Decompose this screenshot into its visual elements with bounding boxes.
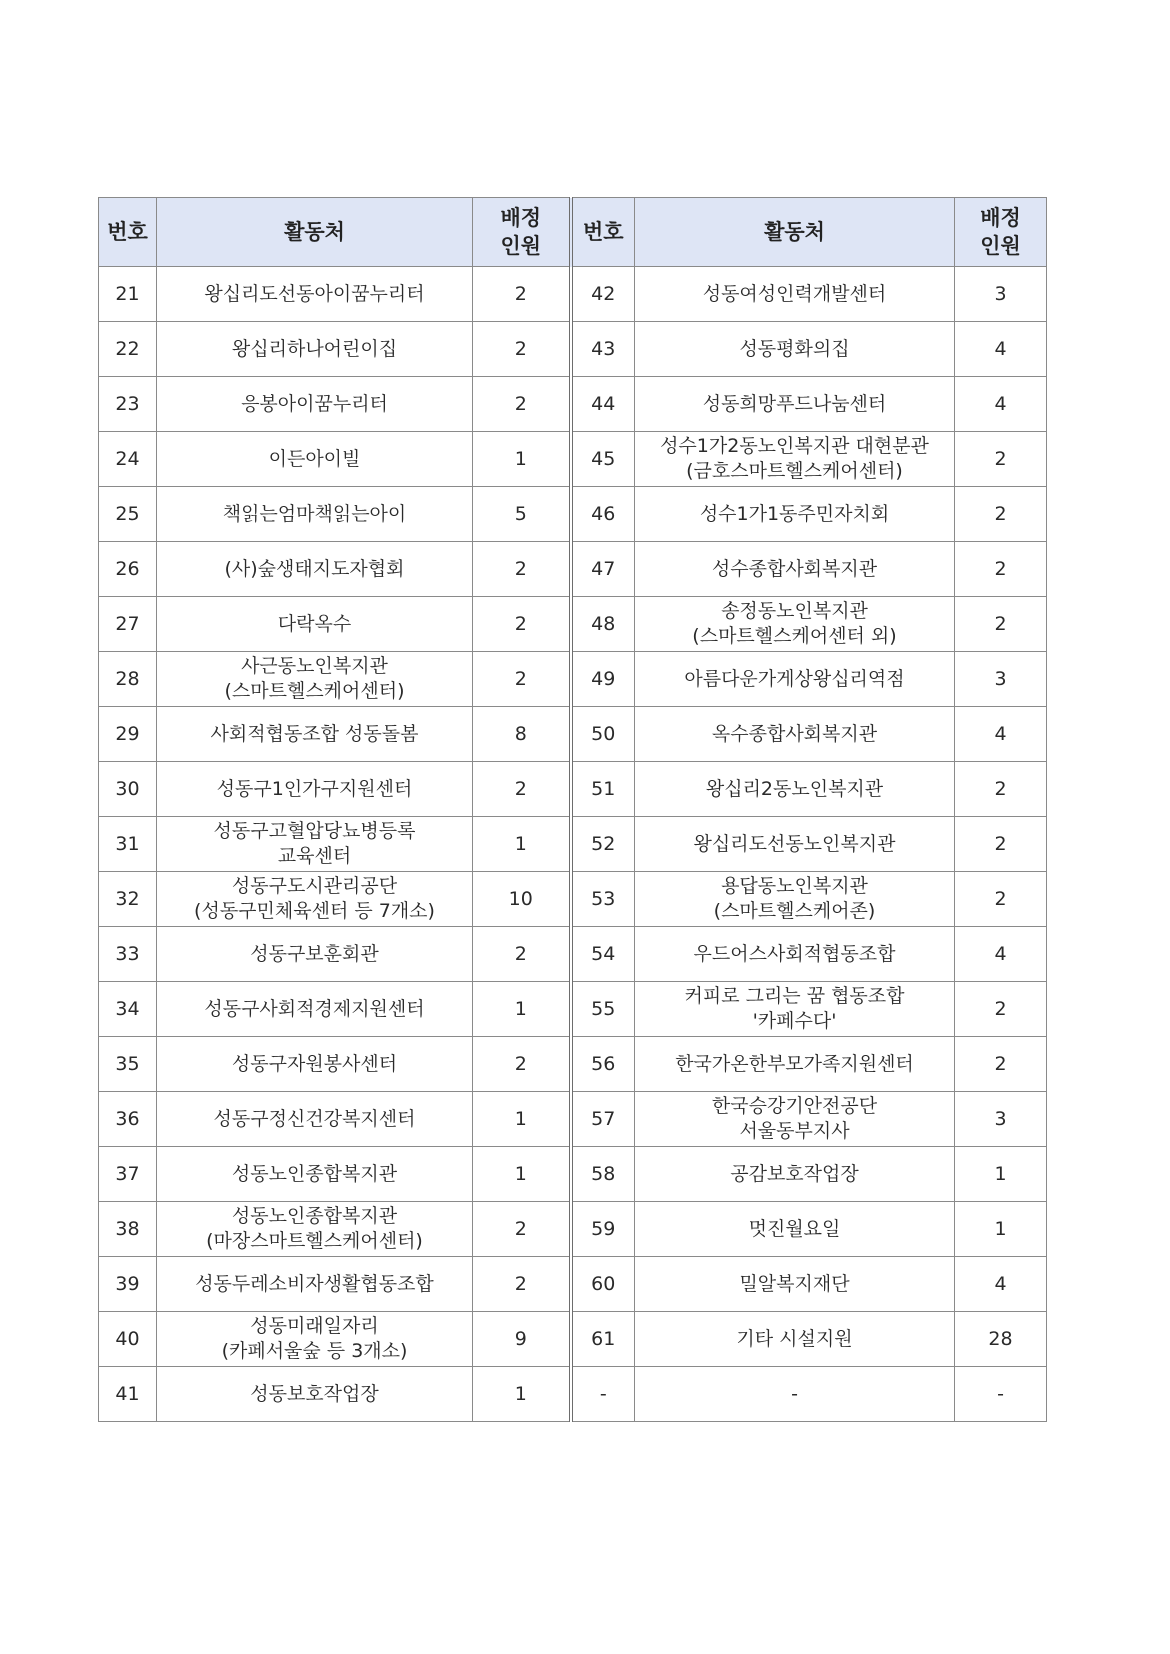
- left-organization-cell: 성동구보훈회관: [157, 927, 473, 982]
- right-count-cell: 2: [955, 487, 1047, 542]
- left-organization-cell: (사)숲생태지도자협회: [157, 542, 473, 597]
- left-number-cell: 29: [99, 707, 157, 762]
- right-count-cell: 3: [955, 1092, 1047, 1147]
- right-number-cell: 50: [571, 707, 635, 762]
- left-count-cell: 2: [473, 377, 571, 432]
- right-organization-cell: 성수1가2동노인복지관 대현분관 (금호스마트헬스케어센터): [635, 432, 955, 487]
- left-organization-cell: 성동노인종합복지관: [157, 1147, 473, 1202]
- right-number-cell: -: [571, 1367, 635, 1422]
- right-organization-cell: 커피로 그리는 꿈 협동조합 '카페수다': [635, 982, 955, 1037]
- allocation-table: [98, 197, 1047, 1422]
- left-organization-cell: 성동구정신건강복지센터: [157, 1092, 473, 1147]
- right-count-cell: -: [955, 1367, 1047, 1422]
- left-organization-cell: 성동보호작업장: [157, 1367, 473, 1422]
- left-number-cell: 34: [99, 982, 157, 1037]
- left-count-cell: 5: [473, 487, 571, 542]
- right-count-cell: 2: [955, 1037, 1047, 1092]
- left-organization-cell: 이든아이빌: [157, 432, 473, 487]
- left-count-cell: 2: [473, 322, 571, 377]
- header-place: 활동처: [157, 198, 473, 267]
- left-organization-cell: 성동구고혈압당뇨병등록 교육센터: [157, 817, 473, 872]
- left-organization-cell: 사회적협동조합 성동돌봄: [157, 707, 473, 762]
- left-organization-cell: 성동두레소비자생활협동조합: [157, 1257, 473, 1312]
- left-number-cell: 28: [99, 652, 157, 707]
- left-number-cell: 38: [99, 1202, 157, 1257]
- right-number-cell: 53: [571, 872, 635, 927]
- left-number-cell: 35: [99, 1037, 157, 1092]
- table-row: [99, 432, 1047, 487]
- right-organization-cell: 옥수종합사회복지관: [635, 707, 955, 762]
- left-number-cell: 24: [99, 432, 157, 487]
- left-count-cell: 1: [473, 1367, 571, 1422]
- right-count-cell: 1: [955, 1147, 1047, 1202]
- left-count-cell: 1: [473, 817, 571, 872]
- right-count-cell: 2: [955, 762, 1047, 817]
- left-organization-cell: 책읽는엄마책읽는아이: [157, 487, 473, 542]
- right-organization-cell: 성수종합사회복지관: [635, 542, 955, 597]
- right-organization-cell: -: [635, 1367, 955, 1422]
- right-number-cell: 51: [571, 762, 635, 817]
- left-number-cell: 41: [99, 1367, 157, 1422]
- left-count-cell: 1: [473, 982, 571, 1037]
- left-number-cell: 22: [99, 322, 157, 377]
- left-count-cell: 2: [473, 597, 571, 652]
- right-number-cell: 55: [571, 982, 635, 1037]
- right-count-cell: 2: [955, 542, 1047, 597]
- left-number-cell: 21: [99, 267, 157, 322]
- right-organization-cell: 송정동노인복지관 (스마트헬스케어센터 외): [635, 597, 955, 652]
- left-organization-cell: 왕십리도선동아이꿈누리터: [157, 267, 473, 322]
- right-organization-cell: 성수1가1동주민자치회: [635, 487, 955, 542]
- right-count-cell: 2: [955, 872, 1047, 927]
- left-organization-cell: 성동구사회적경제지원센터: [157, 982, 473, 1037]
- right-number-cell: 42: [571, 267, 635, 322]
- table-row: [99, 487, 1047, 542]
- table-row: [99, 1147, 1047, 1202]
- right-count-cell: 2: [955, 817, 1047, 872]
- left-number-cell: 37: [99, 1147, 157, 1202]
- table-row: [99, 872, 1047, 927]
- left-number-cell: 27: [99, 597, 157, 652]
- left-organization-cell: 성동구도시관리공단 (성동구민체육센터 등 7개소): [157, 872, 473, 927]
- left-organization-cell: 성동구자원봉사센터: [157, 1037, 473, 1092]
- table-row: [99, 982, 1047, 1037]
- right-organization-cell: 왕십리2동노인복지관: [635, 762, 955, 817]
- left-number-cell: 40: [99, 1312, 157, 1367]
- right-organization-cell: 성동평화의집: [635, 322, 955, 377]
- right-organization-cell: 왕십리도선동노인복지관: [635, 817, 955, 872]
- right-count-cell: 1: [955, 1202, 1047, 1257]
- header-no-2: 번호: [571, 198, 635, 267]
- right-organization-cell: 공감보호작업장: [635, 1147, 955, 1202]
- right-number-cell: 52: [571, 817, 635, 872]
- table-row: [99, 927, 1047, 982]
- left-count-cell: 2: [473, 267, 571, 322]
- right-organization-cell: 기타 시설지원: [635, 1312, 955, 1367]
- right-number-cell: 44: [571, 377, 635, 432]
- right-organization-cell: 성동희망푸드나눔센터: [635, 377, 955, 432]
- table-row: [99, 1037, 1047, 1092]
- left-number-cell: 36: [99, 1092, 157, 1147]
- right-number-cell: 57: [571, 1092, 635, 1147]
- right-count-cell: 28: [955, 1312, 1047, 1367]
- right-count-cell: 4: [955, 707, 1047, 762]
- table-row: [99, 377, 1047, 432]
- left-organization-cell: 왕십리하나어린이집: [157, 322, 473, 377]
- right-count-cell: 4: [955, 322, 1047, 377]
- header-no: 번호: [99, 198, 157, 267]
- left-organization-cell: 응봉아이꿈누리터: [157, 377, 473, 432]
- right-count-cell: 4: [955, 1257, 1047, 1312]
- left-count-cell: 2: [473, 542, 571, 597]
- left-count-cell: 1: [473, 1092, 571, 1147]
- table-row: [99, 597, 1047, 652]
- right-count-cell: 2: [955, 982, 1047, 1037]
- right-organization-cell: 멋진월요일: [635, 1202, 955, 1257]
- left-organization-cell: 성동노인종합복지관 (마장스마트헬스케어센터): [157, 1202, 473, 1257]
- left-count-cell: 2: [473, 927, 571, 982]
- right-number-cell: 48: [571, 597, 635, 652]
- right-count-cell: 2: [955, 597, 1047, 652]
- header-place-2: 활동처: [635, 198, 955, 267]
- right-organization-cell: 한국승강기안전공단 서울동부지사: [635, 1092, 955, 1147]
- table-row: [99, 322, 1047, 377]
- right-number-cell: 46: [571, 487, 635, 542]
- left-count-cell: 8: [473, 707, 571, 762]
- header-row: [99, 198, 1047, 267]
- table-row: [99, 707, 1047, 762]
- left-count-cell: 2: [473, 762, 571, 817]
- left-organization-cell: 성동미래일자리 (카페서울숲 등 3개소): [157, 1312, 473, 1367]
- right-number-cell: 45: [571, 432, 635, 487]
- left-count-cell: 1: [473, 1147, 571, 1202]
- table-row: [99, 1312, 1047, 1367]
- left-number-cell: 31: [99, 817, 157, 872]
- left-number-cell: 25: [99, 487, 157, 542]
- left-count-cell: 2: [473, 1037, 571, 1092]
- right-number-cell: 49: [571, 652, 635, 707]
- right-organization-cell: 성동여성인력개발센터: [635, 267, 955, 322]
- right-number-cell: 61: [571, 1312, 635, 1367]
- left-number-cell: 33: [99, 927, 157, 982]
- table-row: [99, 267, 1047, 322]
- right-number-cell: 60: [571, 1257, 635, 1312]
- table-row: [99, 762, 1047, 817]
- left-count-cell: 10: [473, 872, 571, 927]
- table-row: [99, 817, 1047, 872]
- left-number-cell: 39: [99, 1257, 157, 1312]
- table-row: [99, 652, 1047, 707]
- table-row: [99, 1257, 1047, 1312]
- left-count-cell: 9: [473, 1312, 571, 1367]
- table-row: [99, 1202, 1047, 1257]
- left-count-cell: 1: [473, 432, 571, 487]
- right-organization-cell: 아름다운가게상왕십리역점: [635, 652, 955, 707]
- right-number-cell: 54: [571, 927, 635, 982]
- right-number-cell: 47: [571, 542, 635, 597]
- left-organization-cell: 성동구1인가구지원센터: [157, 762, 473, 817]
- right-count-cell: 4: [955, 927, 1047, 982]
- right-number-cell: 59: [571, 1202, 635, 1257]
- left-organization-cell: 사근동노인복지관 (스마트헬스케어센터): [157, 652, 473, 707]
- table-row: [99, 542, 1047, 597]
- right-count-cell: 3: [955, 267, 1047, 322]
- right-count-cell: 2: [955, 432, 1047, 487]
- right-number-cell: 56: [571, 1037, 635, 1092]
- left-number-cell: 30: [99, 762, 157, 817]
- right-organization-cell: 용답동노인복지관 (스마트헬스케어존): [635, 872, 955, 927]
- right-count-cell: 4: [955, 377, 1047, 432]
- table-row: [99, 1367, 1047, 1422]
- right-organization-cell: 우드어스사회적협동조합: [635, 927, 955, 982]
- right-number-cell: 43: [571, 322, 635, 377]
- left-number-cell: 32: [99, 872, 157, 927]
- right-count-cell: 3: [955, 652, 1047, 707]
- left-count-cell: 2: [473, 1202, 571, 1257]
- right-organization-cell: 한국가온한부모가족지원센터: [635, 1037, 955, 1092]
- table-row: [99, 1092, 1047, 1147]
- table-body: [99, 267, 1047, 1422]
- right-organization-cell: 밀알복지재단: [635, 1257, 955, 1312]
- left-organization-cell: 다락옥수: [157, 597, 473, 652]
- right-number-cell: 58: [571, 1147, 635, 1202]
- left-number-cell: 23: [99, 377, 157, 432]
- left-count-cell: 2: [473, 652, 571, 707]
- left-count-cell: 2: [473, 1257, 571, 1312]
- header-count-2: 배정 인원: [955, 198, 1047, 267]
- left-number-cell: 26: [99, 542, 157, 597]
- header-count: 배정 인원: [473, 198, 571, 267]
